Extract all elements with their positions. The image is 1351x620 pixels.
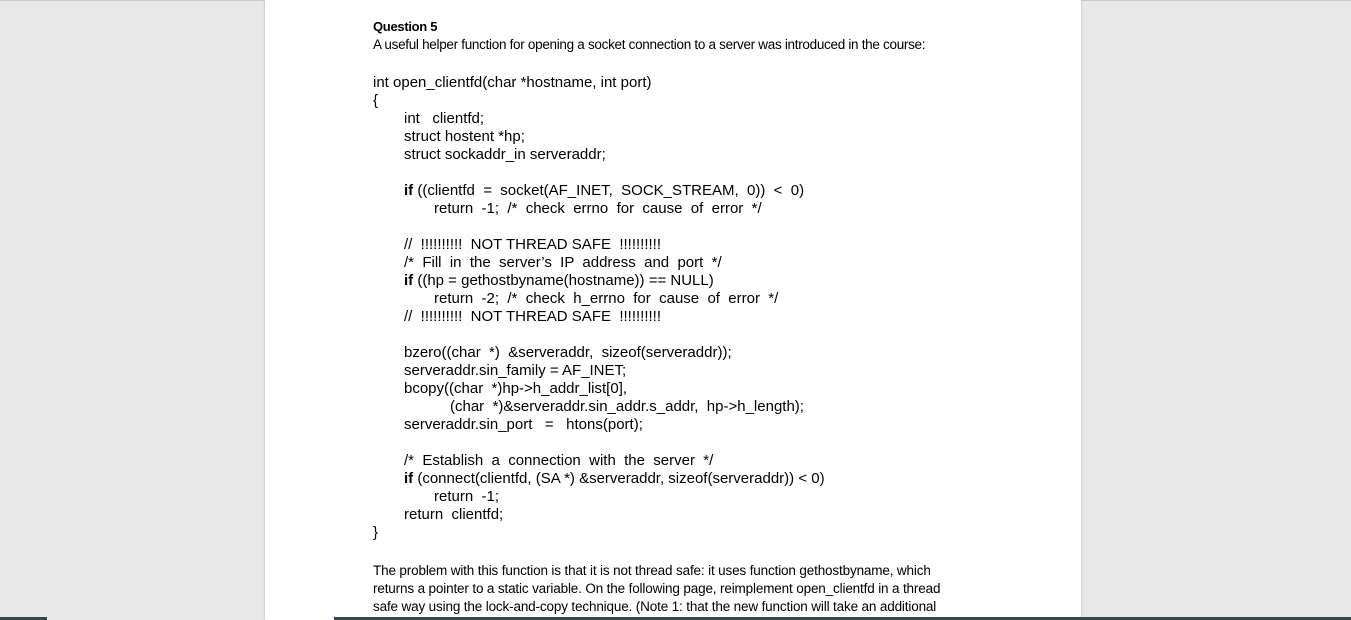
code-if-socket xyxy=(373,182,993,200)
code-blank xyxy=(373,218,993,236)
code-decl-clientfd: int clientfd; xyxy=(404,110,485,127)
code-open-brace: { xyxy=(373,92,379,109)
code-listing xyxy=(373,74,993,542)
code-blank xyxy=(373,434,993,452)
code-sin-port: serveraddr.sin_port = htons(port); xyxy=(404,416,643,433)
code-blank xyxy=(373,326,993,344)
code-if-hp-cond: ((hp = gethostbyname(hostname)) == NULL) xyxy=(417,272,714,289)
code-blank xyxy=(373,164,993,182)
code-bcopy-1: bcopy((char *)hp->h_addr_list[0], xyxy=(404,380,628,397)
document-page xyxy=(265,0,1081,620)
code-bcopy-2: (char *)&serveraddr.sin_addr.s_addr, hp->h_length); xyxy=(450,398,804,415)
question-intro: A useful helper function for opening a socket connection to a server was introduced in the course: xyxy=(373,37,926,52)
code-if-keyword: if xyxy=(404,470,414,487)
code-return-m2-comment: return -2; /* check h_errno for cause of error */ xyxy=(434,290,779,307)
code-return-m1: return -1; xyxy=(434,488,500,505)
code-if-hp xyxy=(373,272,993,290)
code-establish-comment: /* Establish a connection with the server */ xyxy=(404,452,714,469)
code-if-connect xyxy=(373,470,993,488)
paragraph-line: safe way using the lock-and-copy technique. (Note 1: that the new function will take an additional xyxy=(373,599,937,614)
paragraph-line: returns a pointer to a static variable. On the following page, reimplement open_clientfd in a thread xyxy=(373,581,941,596)
code-if-socket-cond: ((clientfd = socket(AF_INET, SOCK_STREAM, 0)) < 0) xyxy=(417,182,805,199)
code-fill-comment: /* Fill in the server’s IP address and port */ xyxy=(404,254,722,271)
code-close-brace: } xyxy=(373,524,379,541)
code-signature: int open_clientfd(char *hostname, int port) xyxy=(373,74,652,91)
code-return-clientfd: return clientfd; xyxy=(404,506,504,523)
problem-paragraph xyxy=(373,562,993,616)
code-if-keyword: if xyxy=(404,272,414,289)
code-warning-1: // !!!!!!!!!! NOT THREAD SAFE !!!!!!!!!! xyxy=(404,236,661,253)
paragraph-line: The problem with this function is that it is not thread safe: it uses function gethostbyname, which xyxy=(373,563,931,578)
code-warning-2: // !!!!!!!!!! NOT THREAD SAFE !!!!!!!!!! xyxy=(404,308,661,325)
question-title: Question 5 xyxy=(373,19,438,34)
code-decl-serveraddr: struct sockaddr_in serveraddr; xyxy=(404,146,606,163)
code-sin-family: serveraddr.sin_family = AF_INET; xyxy=(404,362,627,379)
code-bzero: bzero((char *) &serveraddr, sizeof(serveraddr)); xyxy=(404,344,732,361)
code-return-m1-comment: return -1; /* check errno for cause of error */ xyxy=(434,200,762,217)
code-if-keyword: if xyxy=(404,182,414,199)
page-content xyxy=(373,19,993,616)
code-if-connect-cond: (connect(clientfd, (SA *) &serveraddr, sizeof(serveraddr)) < 0) xyxy=(417,470,825,487)
code-decl-hp: struct hostent *hp; xyxy=(404,128,525,145)
